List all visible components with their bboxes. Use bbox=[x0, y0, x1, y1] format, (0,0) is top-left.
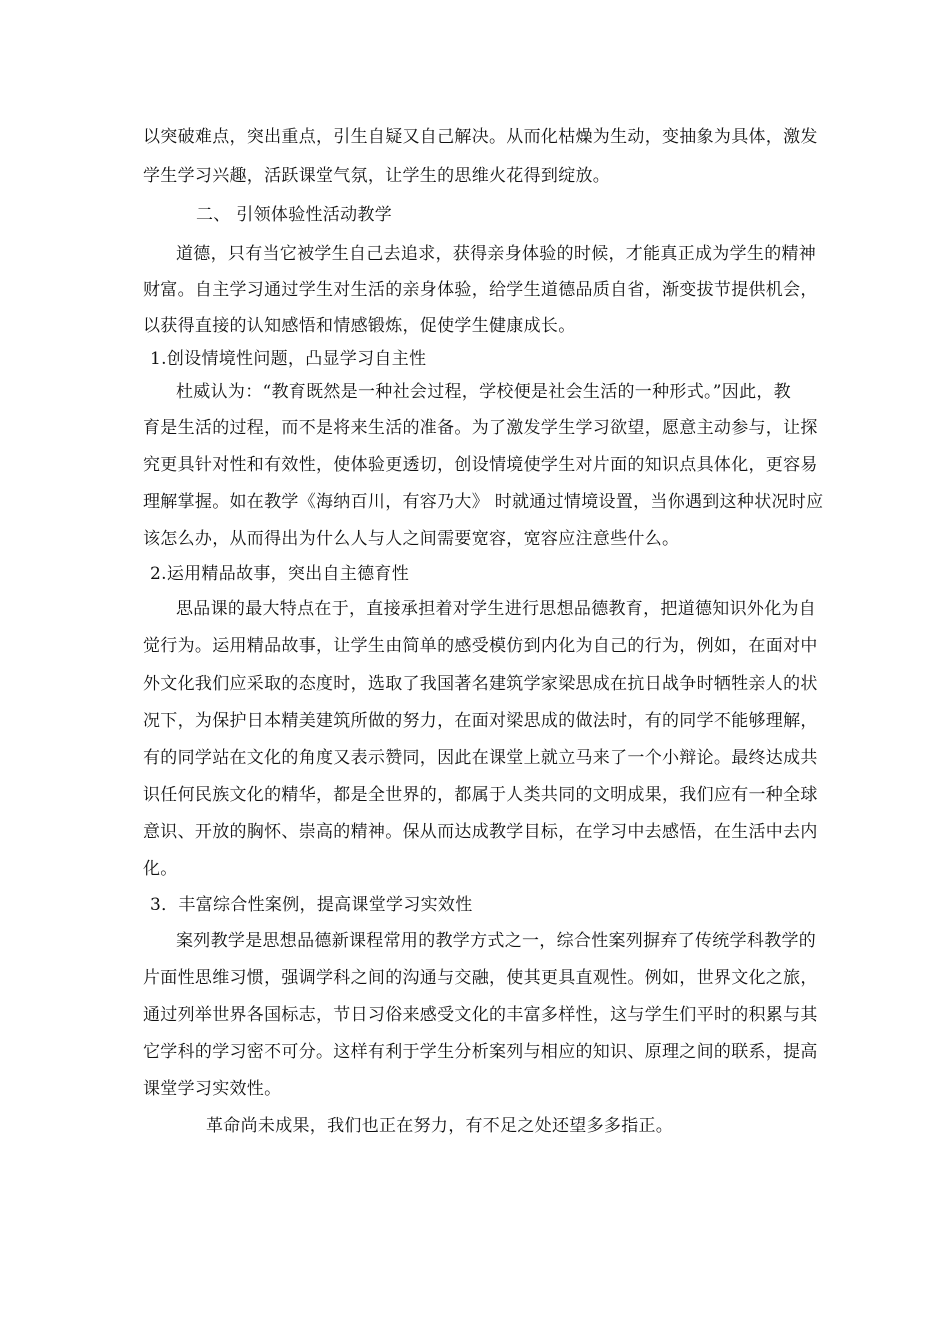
body-text-line: 意识、开放的胸怀、崇高的精神。保从而达成教学目标，在学习中去感悟，在生活中去内 bbox=[143, 822, 818, 842]
body-text-line: 育是生活的过程，而不是将来生活的准备。为了激发学生学习欲望，愿意主动参与，让探 bbox=[143, 418, 818, 438]
body-text-line: 学生学习兴趣，活跃课堂气氛，让学生的思维火花得到绽放。 bbox=[143, 166, 611, 186]
body-text-line: 片面性思维习惯，强调学科之间的沟通与交融，使其更具直观性。例如，世界文化之旅， bbox=[143, 968, 818, 988]
body-text-line: 况下，为保护日本精美建筑所做的努力，在面对梁思成的做法时，有的同学不能够理解， bbox=[143, 711, 818, 731]
body-text-line: 以获得直接的认知感悟和情感锻炼，促使学生健康成长。 bbox=[143, 316, 576, 336]
body-text-line: 识任何民族文化的精华，都是全世界的，都属于人类共同的文明成果，我们应有一种全球 bbox=[143, 785, 818, 805]
body-text-line: 该怎么办，从而得出为什么人与人之间需要宽容，宽容应注意些什么。 bbox=[143, 529, 680, 549]
subsection-heading: 1.创设情境性问题，凸显学习自主性 bbox=[150, 349, 427, 369]
body-text-line: 案列教学是思想品德新课程常用的教学方式之一，综合性案列摒弃了传统学科教学的 bbox=[176, 931, 817, 951]
body-text-line: 觉行为。运用精品故事，让学生由简单的感受模仿到内化为自己的行为，例如，在面对中 bbox=[143, 636, 818, 656]
body-text-line: 课堂学习实效性。 bbox=[143, 1079, 282, 1099]
body-text-line: 它学科的学习密不可分。这样有利于学生分析案列与相应的知识、原理之间的联系，提高 bbox=[143, 1042, 818, 1062]
body-text-line: 究更具针对性和有效性，使体验更透切，创设情境使学生对片面的知识点具体化，更容易 bbox=[143, 455, 818, 475]
body-text-line: 化。 bbox=[143, 859, 178, 879]
body-text-line: 以突破难点，突出重点，引生自疑又自己解决。从而化枯燥为生动，变抽象为具体，激发 bbox=[143, 127, 818, 147]
closing-line: 革命尚未成果，我们也正在努力，有不足之处还望多多指正。 bbox=[206, 1116, 674, 1136]
body-text-line: 思品课的最大特点在于，直接承担着对学生进行思想品德教育，把道德知识外化为自 bbox=[176, 599, 817, 619]
body-text-line: 财富。自主学习通过学生对生活的亲身体验，给学生道德品质自省，渐变拔节提供机会， bbox=[143, 280, 818, 300]
body-text-line: 通过列举世界各国标志，节日习俗来感受文化的丰富多样性，这与学生们平时的积累与其 bbox=[143, 1005, 818, 1025]
body-text-line: 理解掌握。如在教学《海纳百川，有容乃大》 时就通过情境设置，当你遇到这种状况时应 bbox=[143, 492, 824, 512]
body-text-line: 外文化我们应采取的态度时，选取了我国著名建筑学家梁思成在抗日战争时牺牲亲人的状 bbox=[143, 674, 818, 694]
section-heading: 二、 引领体验性活动教学 bbox=[196, 205, 393, 225]
body-text-line: 道德，只有当它被学生自己去追求，获得亲身体验的时候，才能真正成为学生的精神 bbox=[176, 244, 817, 264]
subsection-heading: 2.运用精品故事，突出自主德育性 bbox=[150, 564, 410, 584]
body-text-line: 杜威认为：“教育既然是一种社会过程，学校便是社会生活的一种形式。”因此，教 bbox=[176, 382, 791, 402]
body-text-line: 有的同学站在文化的角度又表示赞同，因此在课堂上就立马来了一个小辩论。最终达成共 bbox=[143, 748, 818, 768]
subsection-heading: 3．丰富综合性案例，提高课堂学习实效性 bbox=[150, 895, 473, 915]
